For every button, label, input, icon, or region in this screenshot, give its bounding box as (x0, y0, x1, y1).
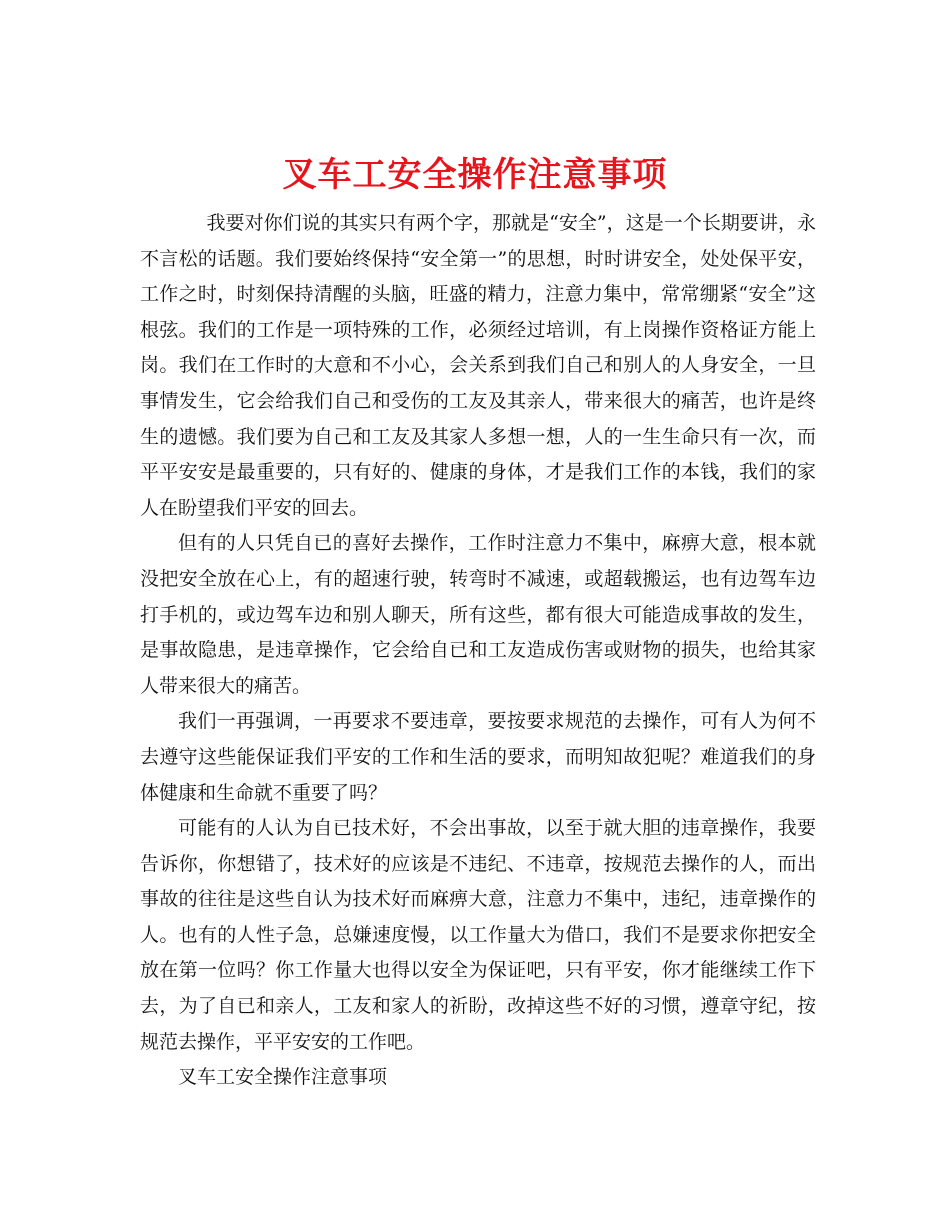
footer-title: 叉车工安全操作注意事项 (178, 1066, 388, 1089)
document-body (140, 206, 816, 1096)
paragraph-1: 我要对你们说的其实只有两个字，那就是“安全”，这是一个长期要讲，永不言松的话题。我们要始终保持“安全第一”的思想，时时讲安全，处处保平安，工作之时，时刻保持清醒的头脑，旺盛的精力，注意力集中，常常绷紧“安全”这根弦。我们的工作是一项特殊的工作，必须经过培训，有上岗操作资格证方能上岗。我们在工作时的大意和不小心，会关系到我们自己和别人的人身安全，一旦事情发生，它会给我们自己和受伤的工友及其亲人，带来很大的痛苦，也许是终生的遗憾。我们要为自己和工友及其家人多想一想，人的一生生命只有一次，而平平安安是最重要的，只有好的、健康的身体，才是我们工作的本钱，我们的家人在盼望我们平安的回去。 (140, 212, 816, 519)
paragraph-3: 我们一再强调，一再要求不要违章，要按要求规范的去操作，可有人为何不去遵守这些能保证我们平安的工作和生活的要求，而明知故犯呢？难道我们的身体健康和生命就不重要了吗？ (140, 710, 816, 804)
document-title: 叉车工安全操作注意事项 (282, 154, 668, 195)
paragraph-2: 但有的人只凭自已的喜好去操作，工作时注意力不集中，麻痹大意，根本就没把安全放在心上，有的超速行驶，转弯时不减速，或超载搬运，也有边驾车边打手机的，或边驾车边和别人聊天，所有这些，都有很大可能造成事故的发生，是事故隐患，是违章操作，它会给自已和工友造成伤害或财物的损失，也给其家人带来很大的痛苦。 (140, 532, 816, 697)
paragraph-4: 可能有的人认为自已技术好，不会出事故，以至于就大胆的违章操作，我要告诉你，你想错了，技术好的应该是不违纪、不违章，按规范去操作的人，而出事故的往往是这些自认为技术好而麻痹大意，注意力不集中，违纪，违章操作的人。也有的人性子急，总嫌速度慢，以工作量大为借口，我们不是要求你把安全放在第一位吗？你工作量大也得以安全为保证吧，只有平安，你才能继续工作下去，为了自已和亲人，工友和家人的祈盼，改掉这些不好的习惯，遵章守纪，按规范去操作，平平安安的工作吧。 (140, 817, 816, 1053)
